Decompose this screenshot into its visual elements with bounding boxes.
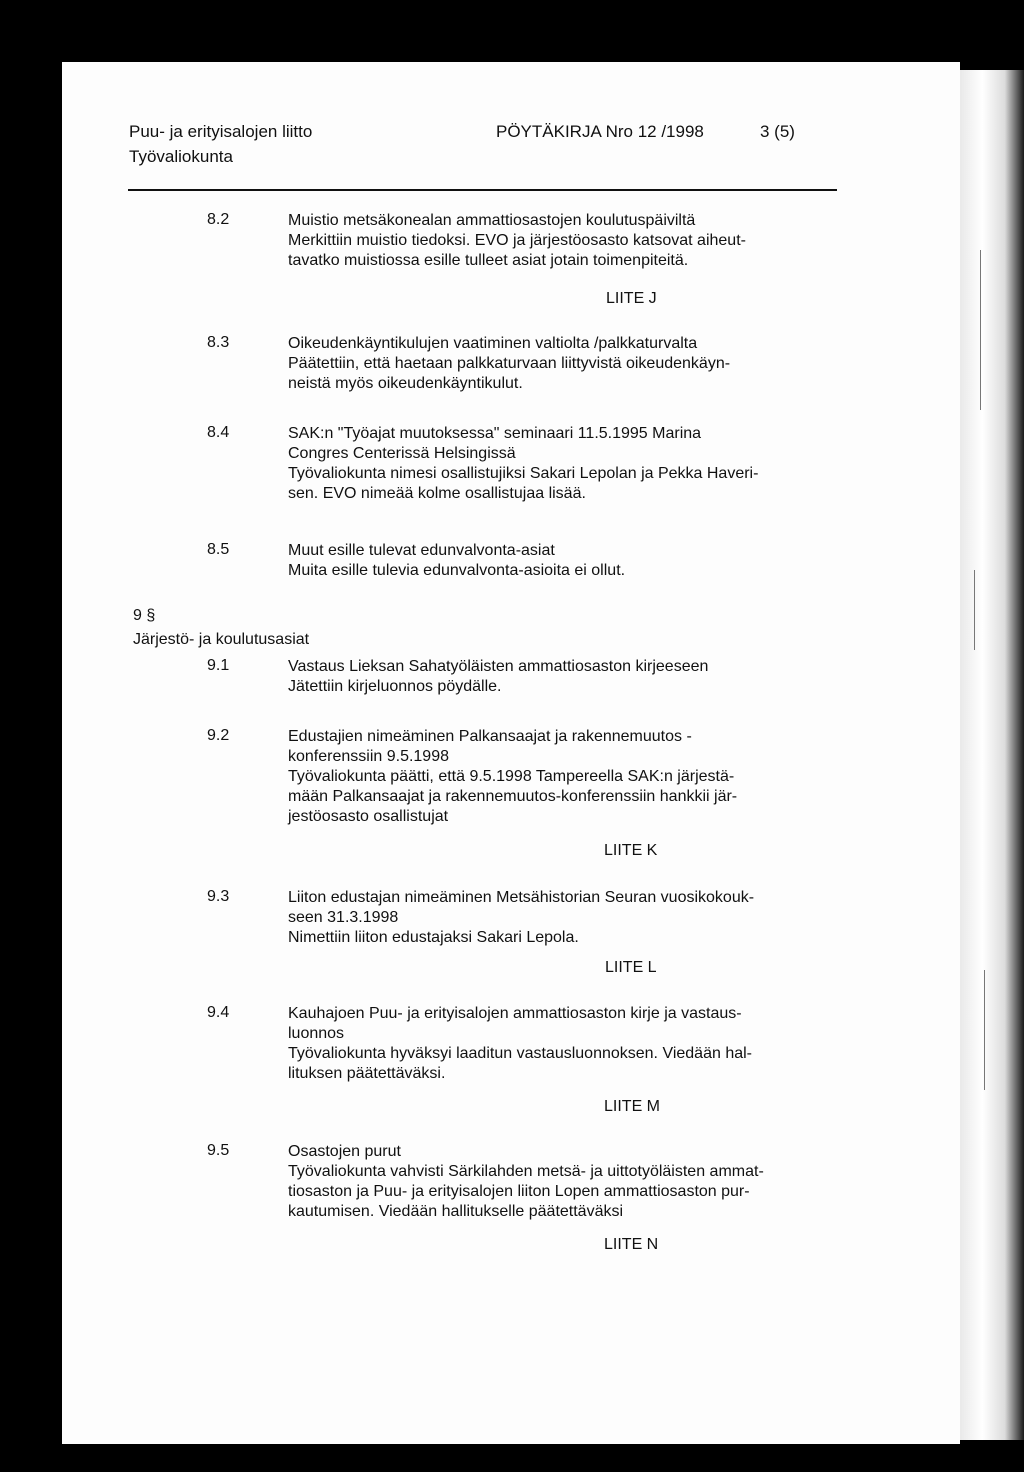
item-line: neistä myös oikeudenkäyntikulut. <box>288 375 523 392</box>
item-line: tavatko muistiossa esille tulleet asiat jotain toimenpiteitä. <box>288 252 689 269</box>
item-line: kautumisen. Viedään hallitukselle päätettäväksi <box>288 1203 624 1220</box>
item-line: Liiton edustajan nimeäminen Metsähistorian Seuran vuosikokouk- <box>288 889 755 906</box>
item-line: Merkittiin muistio tiedoksi. EVO ja järjestöosasto katsovat aiheut- <box>288 232 746 249</box>
item-text <box>288 541 848 581</box>
item-line: Työvaliokunta vahvisti Särkilahden metsä- ja uittotyöläisten ammat- <box>288 1163 764 1180</box>
header-rule <box>128 189 837 191</box>
item-line: lituksen päätettäväksi. <box>288 1065 446 1082</box>
item-line: Kauhajoen Puu- ja erityisalojen ammattiosaston kirje ja vastaus- <box>288 1005 742 1022</box>
item-number: 8.5 <box>207 541 230 558</box>
item-line: Päätettiin, että haetaan palkkaturvaan liittyvistä oikeudenkäyn- <box>288 355 731 372</box>
item-line: Työvaliokunta päätti, että 9.5.1998 Tampereella SAK:n järjestä- <box>288 768 735 785</box>
appendix-ref: LIITE K <box>604 842 658 859</box>
item-line: Edustajien nimeäminen Palkansaajat ja rakennemuutos - <box>288 728 692 745</box>
appendix-ref: LIITE M <box>604 1098 661 1115</box>
item-text <box>288 211 848 271</box>
item-number: 9.4 <box>207 1004 230 1021</box>
item-line: Nimettiin liiton edustajaksi Sakari Lepola. <box>288 929 579 946</box>
item-line: sen. EVO nimeää kolme osallistujaa lisää. <box>288 485 586 502</box>
item-number: 9.1 <box>207 657 230 674</box>
item-number: 9.5 <box>207 1142 230 1159</box>
item-line: Työvaliokunta nimesi osallistujiksi Sakari Lepolan ja Pekka Haveri- <box>288 465 759 482</box>
appendix-ref: LIITE N <box>604 1236 659 1253</box>
item-line: Congres Centerissä Helsingissä <box>288 445 516 462</box>
item-line: Oikeudenkäyntikulujen vaatiminen valtiolta /palkkaturvalta <box>288 335 698 352</box>
item-line: Muistio metsäkonealan ammattiosastojen koulutuspäiviltä <box>288 212 696 229</box>
item-line: SAK:n "Työajat muutoksessa" seminaari 11.5.1995 Marina <box>288 425 702 442</box>
item-line: mään Palkansaajat ja rakennemuutos-konferenssiin hankkii jär- <box>288 788 738 805</box>
section-mark: 9 § <box>133 607 156 624</box>
item-number: 9.3 <box>207 888 230 905</box>
item-number: 8.2 <box>207 211 230 228</box>
item-text <box>288 334 848 394</box>
item-text <box>288 727 848 827</box>
item-text <box>288 424 848 504</box>
item-line: luonnos <box>288 1025 345 1042</box>
item-line: Vastaus Lieksan Sahatyöläisten ammattiosaston kirjeeseen <box>288 658 709 675</box>
item-text <box>288 1142 848 1222</box>
item-line: Muita esille tulevia edunvalvonta-asioita ei ollut. <box>288 562 626 579</box>
item-text <box>288 888 848 948</box>
item-text <box>288 657 848 697</box>
item-text <box>288 1004 848 1084</box>
item-line: tiosaston ja Puu- ja erityisalojen liiton Lopen ammattiosaston pur- <box>288 1183 750 1200</box>
item-line: Työvaliokunta hyväksyi laaditun vastausluonnoksen. Viedään hal- <box>288 1045 752 1062</box>
header-doc-title: PÖYTÄKIRJA Nro 12 /1998 <box>496 122 704 141</box>
item-line: Osastojen purut <box>288 1143 401 1160</box>
appendix-ref: LIITE L <box>605 959 657 976</box>
header-page: 3 (5) <box>760 122 795 141</box>
item-number: 8.3 <box>207 334 230 351</box>
appendix-ref: LIITE J <box>606 290 657 307</box>
item-line: Muut esille tulevat edunvalvonta-asiat <box>288 542 555 559</box>
item-number: 9.2 <box>207 727 230 744</box>
item-line: jestöosasto osallistujat <box>288 808 449 825</box>
section-title: Järjestö- ja koulutusasiat <box>133 631 310 648</box>
item-line: Jätettiin kirjeluonnos pöydälle. <box>288 678 502 695</box>
header-org: Puu- ja erityisalojen liitto <box>129 122 313 141</box>
header-org-sub: Työvaliokunta <box>129 147 233 166</box>
item-number: 8.4 <box>207 424 230 441</box>
item-line: konferenssiin 9.5.1998 <box>288 748 449 765</box>
item-line: seen 31.3.1998 <box>288 909 399 926</box>
paper-stack-edge <box>960 70 1024 1440</box>
